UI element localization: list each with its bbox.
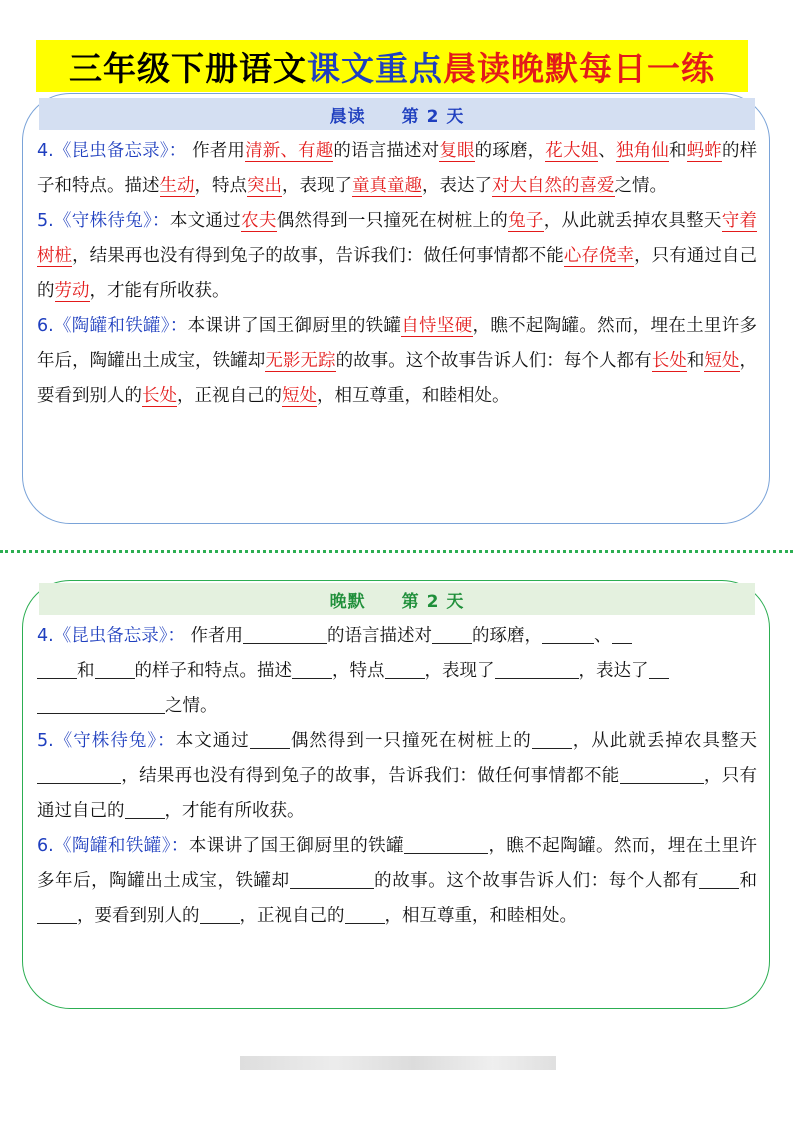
- lesson-title: 4.《昆虫备忘录》：: [37, 626, 185, 646]
- lesson-title: 5.《守株待兔》：: [37, 211, 170, 231]
- fill-in-blank[interactable]: [495, 658, 579, 679]
- fill-in-blank[interactable]: [290, 868, 374, 889]
- fill-in-blank[interactable]: [200, 903, 240, 924]
- lesson-title: 6.《陶罐和铁罐》：: [37, 836, 189, 856]
- fill-in-blank[interactable]: [95, 658, 135, 679]
- body-text: 作者用: [186, 141, 246, 161]
- fill-in-blank[interactable]: [345, 903, 385, 924]
- answer-text: 劳动: [54, 281, 90, 301]
- answer-text: 蚂蚱: [686, 141, 722, 161]
- body-text: 本文通过: [169, 211, 242, 231]
- evening-paragraph: [37, 619, 757, 724]
- fill-in-blank[interactable]: [37, 693, 165, 714]
- morning-header-label: 晨读: [329, 106, 366, 127]
- body-text: ，表现了: [282, 176, 352, 196]
- answer-text: 突出: [247, 176, 282, 196]
- section-divider: [0, 550, 793, 553]
- answer-text: 无影无踪: [265, 351, 336, 371]
- body-text: 、: [594, 626, 612, 646]
- morning-header-day: 第 2 天: [401, 106, 465, 127]
- answer-text: 守着树桩: [37, 211, 758, 266]
- body-text: 的样子和特点。描述: [37, 141, 758, 196]
- body-text: ，特点: [194, 176, 247, 196]
- body-text: 之情。: [165, 696, 218, 716]
- title-part-focus: 课文重点: [307, 48, 443, 88]
- body-text: 和: [686, 351, 705, 371]
- morning-header: [39, 98, 755, 130]
- morning-reading-card: [22, 93, 770, 524]
- body-text: ，才能有所收获。: [164, 801, 305, 821]
- blurred-footer: [240, 1056, 556, 1070]
- body-text: 和: [77, 661, 95, 681]
- answer-text: 对大自然的喜爱: [492, 176, 615, 196]
- answer-text: 童真童趣: [352, 176, 422, 196]
- fill-in-blank[interactable]: [620, 763, 704, 784]
- fill-in-blank[interactable]: [37, 658, 77, 679]
- title-part-grade: 三年级下册语文: [69, 48, 307, 88]
- body-text: ，正视自己的: [239, 906, 345, 926]
- fill-in-blank[interactable]: [37, 763, 121, 784]
- fill-in-blank[interactable]: [432, 623, 472, 644]
- morning-paragraph: [37, 134, 757, 204]
- body-text: 的语言描述对: [333, 141, 440, 161]
- body-text: ，相互尊重，和睦相处。: [317, 386, 510, 406]
- body-text: 偶然得到一只撞死在树桩上的: [289, 731, 532, 751]
- body-text: 的故事。这个故事告诉人们：每个人都有: [373, 871, 699, 891]
- lesson-title: 6.《陶罐和铁罐》：: [37, 316, 188, 336]
- body-text: ，才能有所收获。: [89, 281, 230, 301]
- body-text: 之情。: [614, 176, 667, 196]
- body-text: 的琢磨，: [472, 626, 543, 646]
- fill-in-blank[interactable]: [37, 903, 77, 924]
- body-text: ，表现了: [424, 661, 495, 681]
- fill-in-blank[interactable]: [404, 833, 488, 854]
- evening-header-day: 第 2 天: [401, 591, 465, 612]
- body-text: ，表达了: [578, 661, 649, 681]
- fill-in-blank[interactable]: [542, 623, 594, 644]
- body-text: 作者用: [184, 626, 244, 646]
- page-title: [36, 40, 748, 92]
- body-text: 、: [598, 141, 616, 161]
- answer-text: 复眼: [439, 141, 475, 161]
- answer-text: 生动: [159, 176, 195, 196]
- fill-in-blank[interactable]: [385, 658, 425, 679]
- body-text: ，从此就丢掉农具整天: [571, 731, 758, 751]
- body-text: 的琢磨，: [474, 141, 546, 161]
- answer-text: 短处: [282, 386, 317, 406]
- body-text: 的语言描述对: [327, 626, 433, 646]
- fill-in-blank[interactable]: [292, 658, 332, 679]
- morning-body: [37, 134, 757, 414]
- body-text: 的样子和特点。描述: [134, 661, 292, 681]
- answer-text: 独角仙: [615, 141, 669, 161]
- fill-in-blank[interactable]: [243, 623, 327, 644]
- body-text: 的故事。这个故事告诉人们：每个人都有: [335, 351, 652, 371]
- body-text: ，表达了: [422, 176, 492, 196]
- fill-in-blank[interactable]: [612, 623, 632, 644]
- lesson-title: 5.《守株待兔》：: [37, 731, 176, 751]
- body-text: ，只有通过自己的: [37, 766, 757, 821]
- fill-in-blank[interactable]: [125, 798, 165, 819]
- lesson-title: 4.《昆虫备忘录》：: [37, 141, 187, 161]
- evening-body: [37, 619, 757, 934]
- body-text: ，瞧不起陶罐。然而，埋在土里许多年后，陶罐出土成宝，铁罐却: [37, 836, 758, 891]
- answer-text: 农夫: [241, 211, 277, 231]
- title-part-practice: 晨读晚默每日一练: [443, 48, 715, 88]
- evening-paragraph: [37, 829, 757, 934]
- body-text: 本文通过: [175, 731, 250, 751]
- body-text: 和: [738, 871, 758, 891]
- body-text: 本课讲了国王御厨里的铁罐: [188, 836, 405, 856]
- body-text: ，只有通过自己的: [37, 246, 757, 301]
- body-text: ，结果再也没有得到兔子的故事，告诉我们：做任何事情都不能: [121, 766, 620, 786]
- fill-in-blank[interactable]: [699, 868, 739, 889]
- body-text: ，特点: [332, 661, 385, 681]
- evening-dictation-card: [22, 580, 770, 1009]
- fill-in-blank[interactable]: [250, 728, 290, 749]
- body-text: 本课讲了国王御厨里的铁罐: [187, 316, 402, 336]
- answer-text: 长处: [142, 386, 177, 406]
- body-text: 和: [668, 141, 687, 161]
- evening-paragraph: [37, 724, 757, 829]
- body-text: ，要看到别人的: [77, 906, 200, 926]
- answer-text: 心存侥幸: [563, 246, 635, 266]
- answer-text: 清新、有趣: [245, 141, 334, 161]
- answer-text: 花大姐: [545, 141, 599, 161]
- answer-text: 长处: [651, 351, 687, 371]
- body-text: ，要看到别人的: [37, 351, 757, 406]
- body-text: ，相互尊重，和睦相处。: [384, 906, 577, 926]
- body-text: ，正视自己的: [177, 386, 282, 406]
- morning-paragraph: [37, 204, 757, 309]
- body-text: 偶然得到一只撞死在树桩上的: [276, 211, 509, 231]
- body-text: ，结果再也没有得到兔子的故事，告诉我们：做任何事情都不能: [72, 246, 564, 266]
- evening-header: [39, 583, 755, 615]
- evening-header-label: 晚默: [329, 591, 366, 612]
- answer-text: 自恃坚硬: [401, 316, 473, 336]
- fill-in-blank[interactable]: [532, 728, 572, 749]
- morning-paragraph: [37, 309, 757, 414]
- answer-text: 短处: [704, 351, 740, 371]
- body-text: ，瞧不起陶罐。然而，埋在土里许多年后，陶罐出土成宝，铁罐却: [37, 316, 758, 371]
- answer-text: 兔子: [508, 211, 544, 231]
- fill-in-blank[interactable]: [649, 658, 669, 679]
- body-text: ，从此就丢掉农具整天: [543, 211, 722, 231]
